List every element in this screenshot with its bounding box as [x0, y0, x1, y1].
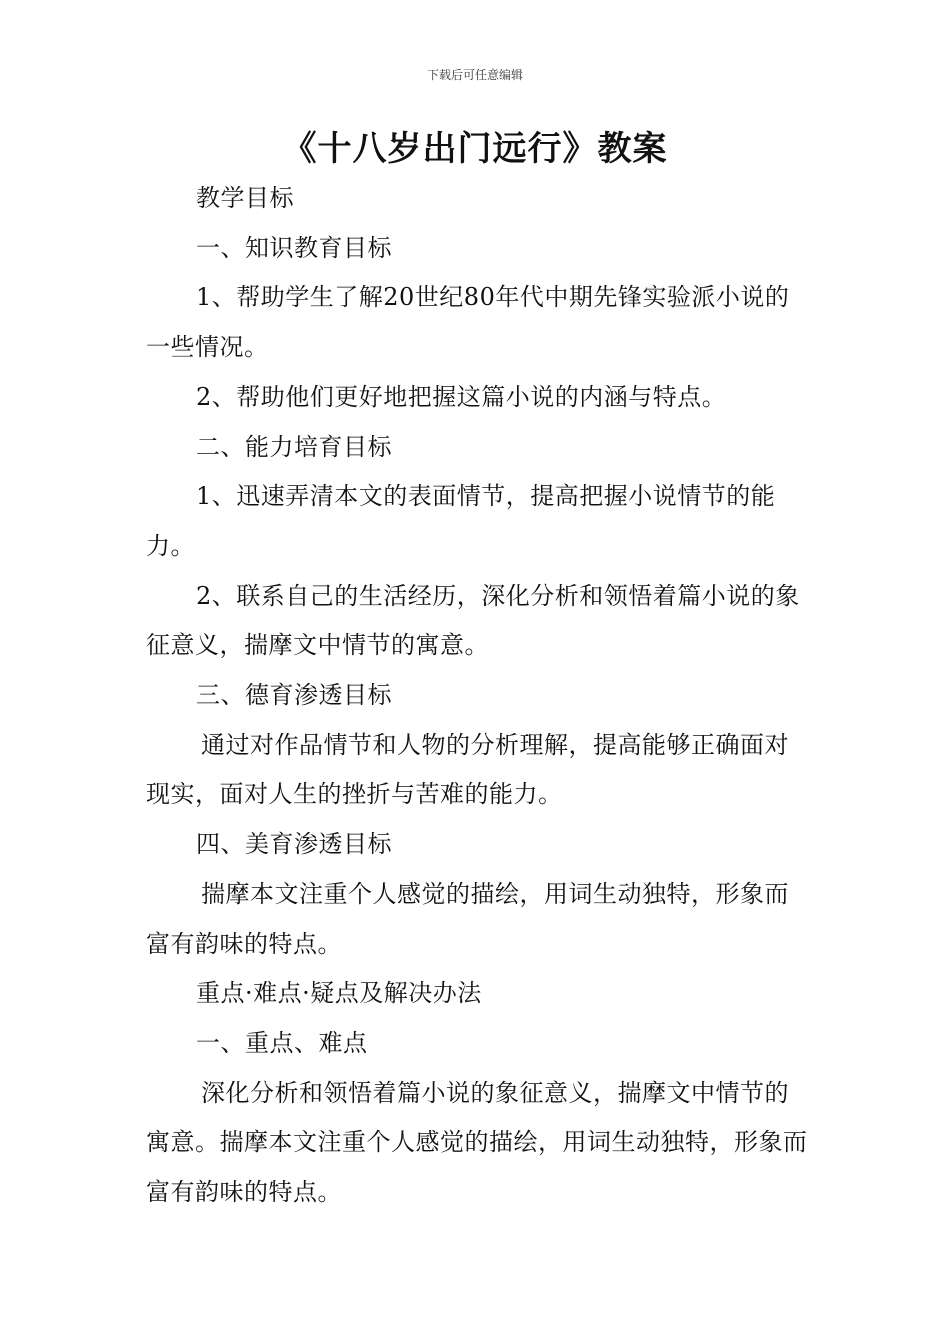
section-heading-key-points: 重点·难点·疑点及解决办法	[196, 979, 482, 1008]
section-heading-teaching-goals: 教学目标	[196, 184, 294, 212]
paragraph: 揣摩本文注重个人感觉的描绘，用词生动独特，形象而富有韵味的特点。	[146, 879, 789, 958]
paragraph: 1、帮助学生了解20世纪80年代中期先锋实验派小说的一些情况。	[146, 283, 790, 362]
subsection-heading-knowledge: 一、知识教育目标	[196, 233, 392, 262]
paragraph: 深化分析和领悟着篇小说的象征意义，揣摩文中情节的寓意。揣摩本文注重个人感觉的描绘，用词生动独特，形象而富有韵味的特点。	[146, 1078, 808, 1207]
page-header-note: 下载后可任意编辑	[426, 68, 523, 82]
document-body	[146, 174, 811, 1218]
subsection-heading-difficulties: 一、重点、难点	[196, 1028, 368, 1057]
paragraph: 2、帮助他们更好地把握这篇小说的内涵与特点。	[196, 382, 727, 411]
paragraph: 2、联系自己的生活经历，深化分析和领悟着篇小说的象征意义，揣摩文中情节的寓意。	[146, 581, 800, 660]
subsection-heading-ability: 二、能力培育目标	[196, 432, 392, 461]
paragraph: 1、迅速弄清本文的表面情节，提高把握小说情节的能力。	[146, 482, 776, 560]
paragraph: 通过对作品情节和人物的分析理解，提高能够正确面对现实，面对人生的挫折与苦难的能力。	[146, 730, 789, 809]
subsection-heading-moral: 三、德育渗透目标	[196, 681, 392, 710]
document-title: 《十八岁出门远行》教案	[282, 129, 668, 169]
subsection-heading-aesthetic: 四、美育渗透目标	[196, 830, 392, 859]
